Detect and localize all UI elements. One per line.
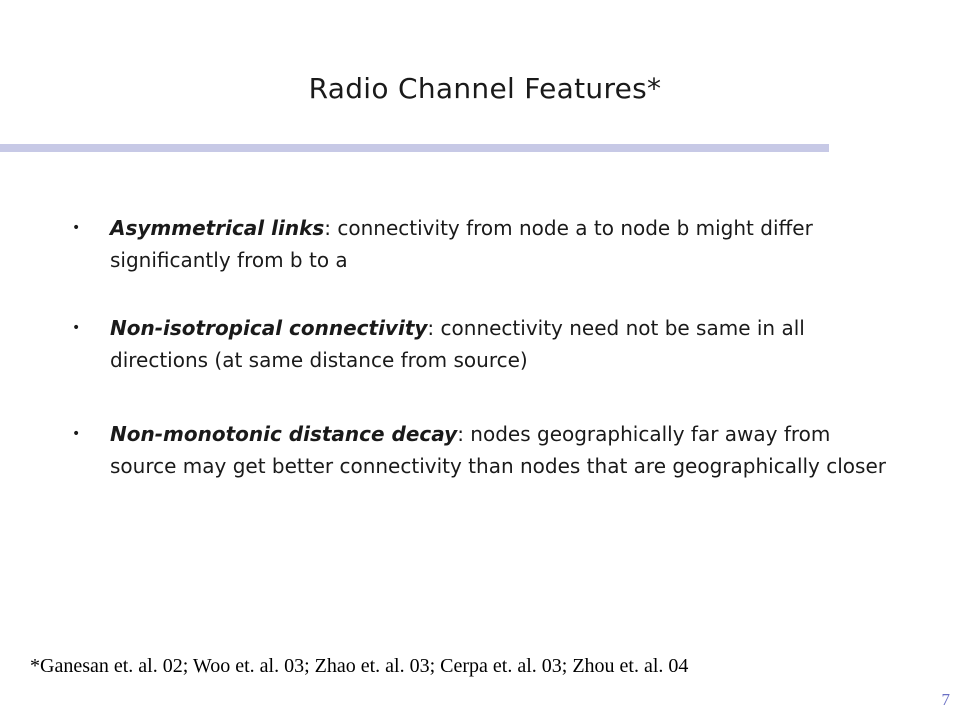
bullet-text: connectivity need not be same in all directions (at same distance from source) xyxy=(110,316,805,372)
bullet-term: Asymmetrical links xyxy=(110,216,325,240)
bullet-text: nodes geographically far away from source may get better connectivity than nodes that are geographically closer xyxy=(110,422,886,478)
bullet-dot-icon: • xyxy=(72,320,81,336)
page-number: 7 xyxy=(941,690,950,709)
bullet-dot-icon: • xyxy=(72,220,81,236)
bullet-item-non-isotropical-connectivity xyxy=(72,312,892,376)
bullet-separator: : xyxy=(427,316,435,340)
slide-title: Radio Channel Features* xyxy=(308,72,662,105)
bullet-dot-icon: • xyxy=(72,426,81,442)
bullet-text: connectivity from node a to node b might differ significantly from b to a xyxy=(110,216,813,272)
bullet-item-asymmetrical-links xyxy=(72,212,892,276)
bullet-term: Non-isotropical connectivity xyxy=(110,316,428,340)
bullet-item-non-monotonic-distance-decay xyxy=(72,418,892,482)
title-underline-bar xyxy=(0,144,829,152)
bullet-separator: : xyxy=(324,216,332,240)
citation-footnote: *Ganesan et. al. 02; Woo et. al. 03; Zhao et. al. 03; Cerpa et. al. 03; Zhou et. al. 04 xyxy=(30,655,689,677)
bullet-term: Non-monotonic distance decay xyxy=(110,422,458,446)
bullet-separator: : xyxy=(457,422,464,446)
bullet-list xyxy=(72,212,892,482)
